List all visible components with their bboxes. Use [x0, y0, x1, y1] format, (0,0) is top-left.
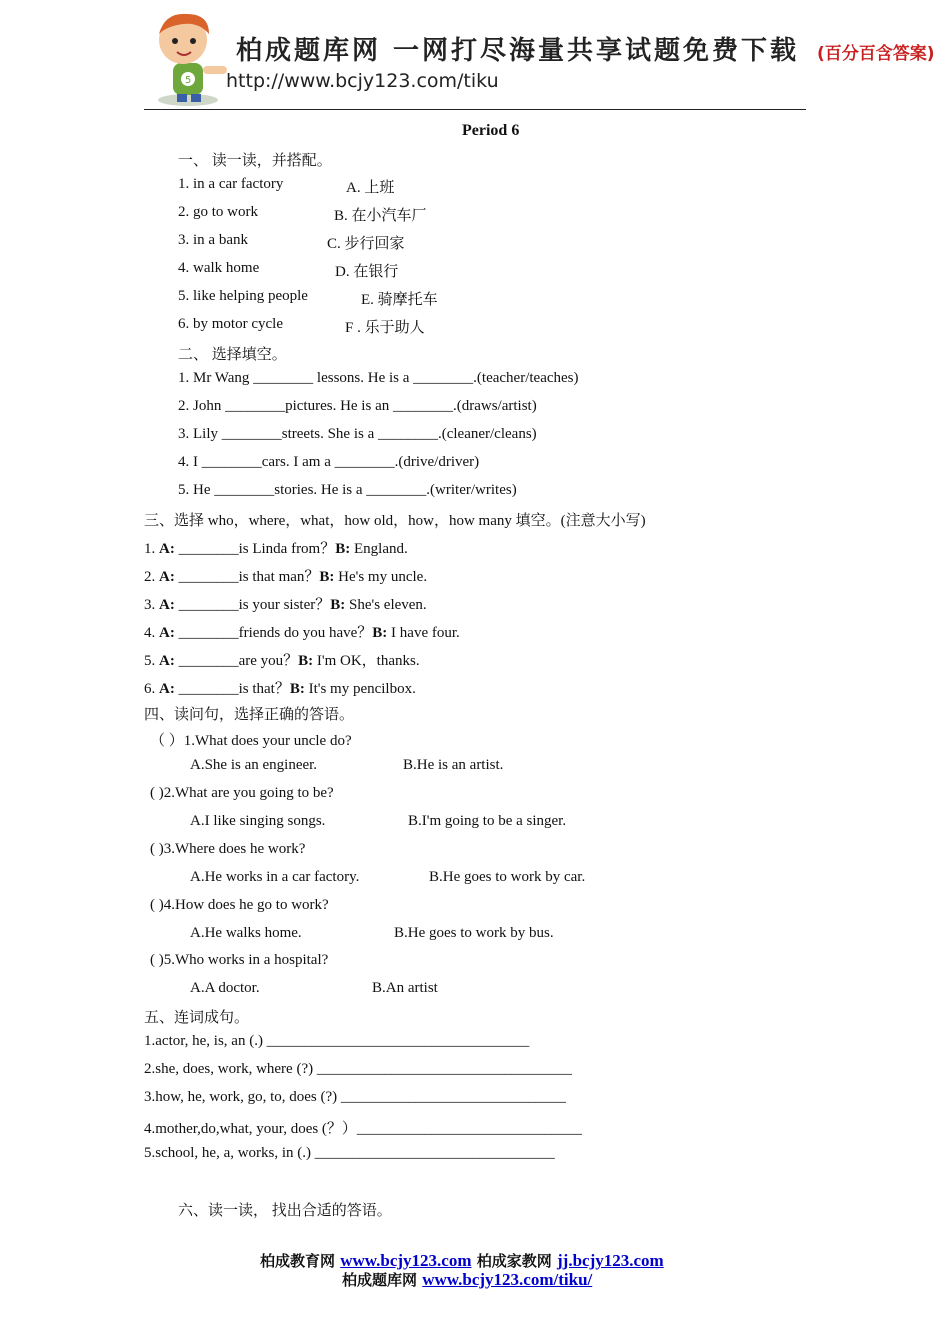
- page-title: Period 6: [462, 122, 520, 139]
- footer-line-1: [260, 1250, 664, 1271]
- footer-link-1[interactable]: www.bcjy123.com: [340, 1251, 472, 1270]
- choice-option-5a: A.A doctor.: [190, 980, 260, 996]
- sentence-item-4: 4.mother,do,what, your, does (？）______________________________: [144, 1121, 582, 1137]
- match-right-4: D. 在银行: [335, 264, 399, 280]
- header-url: http://www.bcjy123.com/tiku: [226, 70, 499, 92]
- section1-heading: 一、 读一读，并搭配。: [178, 153, 332, 169]
- footer-line-2: [342, 1269, 592, 1290]
- footer-label-2: 柏成家教网: [476, 1252, 552, 1270]
- qa-item-3: 3. A: ________is your sister？B: She's eleven.: [144, 597, 427, 613]
- match-right-3: C. 步行回家: [327, 236, 405, 252]
- match-right-6: F . 乐于助人: [345, 320, 425, 336]
- choice-question-1: （ ）1.What does your uncle do?: [150, 733, 352, 749]
- qa-item-1: 1. A: ________is Linda from？B: England.: [144, 541, 408, 557]
- choice-option-1b: B.He is an artist.: [403, 757, 504, 773]
- header-divider: [144, 109, 806, 110]
- choice-option-2a: A.I like singing songs.: [190, 813, 326, 829]
- choice-option-2b: B.I'm going to be a singer.: [408, 813, 567, 829]
- choice-option-3b: B.He goes to work by car.: [429, 869, 586, 885]
- match-right-5: E. 骑摩托车: [361, 292, 438, 308]
- sentence-item-2: 2.she, does, work, where (?) __________________________________: [144, 1061, 572, 1077]
- match-right-2: B. 在小汽车厂: [334, 208, 427, 224]
- qa-item-5: 5. A: ________are you？B: I'm OK，thanks.: [144, 653, 420, 669]
- section2-heading: 二、 选择填空。: [178, 347, 287, 363]
- choice-question-4: ( )4.How does he go to work?: [150, 897, 329, 913]
- choice-option-4a: A.He walks home.: [190, 925, 302, 941]
- section5-heading: 五、连词成句。: [144, 1010, 250, 1026]
- sentence-item-5: 5.school, he, a, works, in (.) ________________________________: [144, 1145, 555, 1161]
- choice-option-5b: B.An artist: [372, 980, 438, 996]
- footer-link-2[interactable]: jj.bcjy123.com: [557, 1251, 664, 1270]
- match-left-5: 5. like helping people: [178, 288, 308, 304]
- qa-item-2: 2. A: ________is that man？B: He's my uncle.: [144, 569, 428, 585]
- svg-text:5: 5: [185, 75, 192, 86]
- sentence-item-3: 3.how, he, work, go, to, does (?) ______________________________: [144, 1089, 566, 1105]
- mascot-logo-icon: [143, 8, 233, 108]
- match-left-2: 2. go to work: [178, 204, 258, 220]
- section6-heading: 六、读一读， 找出合适的答语。: [178, 1203, 392, 1219]
- footer-label-1: 柏成教育网: [260, 1252, 336, 1270]
- qa-item-4: 4. A: ________friends do you have？B: I have four.: [144, 625, 460, 641]
- match-left-4: 4. walk home: [178, 260, 260, 276]
- fill-item-5: 5. He ________stories. He is a ________.(writer/writes): [178, 482, 517, 498]
- choice-option-1a: A.She is an engineer.: [190, 757, 318, 773]
- footer-link-3[interactable]: www.bcjy123.com/tiku/: [422, 1270, 593, 1289]
- match-left-3: 3. in a bank: [178, 232, 248, 248]
- answers-tag: (百分百含答案): [817, 44, 935, 64]
- footer-label-3: 柏成题库网: [342, 1271, 418, 1289]
- sentence-item-1: 1.actor, he, is, an (.) ___________________________________: [144, 1033, 530, 1049]
- match-left-1: 1. in a car factory: [178, 176, 284, 192]
- qa-item-6: 6. A: ________is that？B: It's my pencilbox.: [144, 681, 416, 697]
- choice-question-2: ( )2.What are you going to be?: [150, 785, 334, 801]
- header-title: 柏成题库网 一网打尽海量共享试题免费下载: [236, 36, 800, 66]
- section4-heading: 四、读问句，选择正确的答语。: [144, 707, 355, 723]
- choice-option-3a: A.He works in a car factory.: [190, 869, 360, 885]
- choice-question-3: ( )3.Where does he work?: [150, 841, 306, 857]
- match-right-1: A. 上班: [346, 180, 395, 196]
- section3-heading: 三、选择 who，where，what，how old，how，how many 填空。(注意大小写): [144, 513, 646, 529]
- match-left-6: 6. by motor cycle: [178, 316, 283, 332]
- fill-item-1: 1. Mr Wang ________ lessons. He is a ________.(teacher/teaches): [178, 370, 579, 386]
- choice-option-4b: B.He goes to work by bus.: [394, 925, 554, 941]
- fill-item-3: 3. Lily ________streets. She is a ________.(cleaner/cleans): [178, 426, 537, 442]
- choice-question-5: ( )5.Who works in a hospital?: [150, 952, 329, 968]
- fill-item-4: 4. I ________cars. I am a ________.(drive/driver): [178, 454, 480, 470]
- fill-item-2: 2. John ________pictures. He is an ________.(draws/artist): [178, 398, 537, 414]
